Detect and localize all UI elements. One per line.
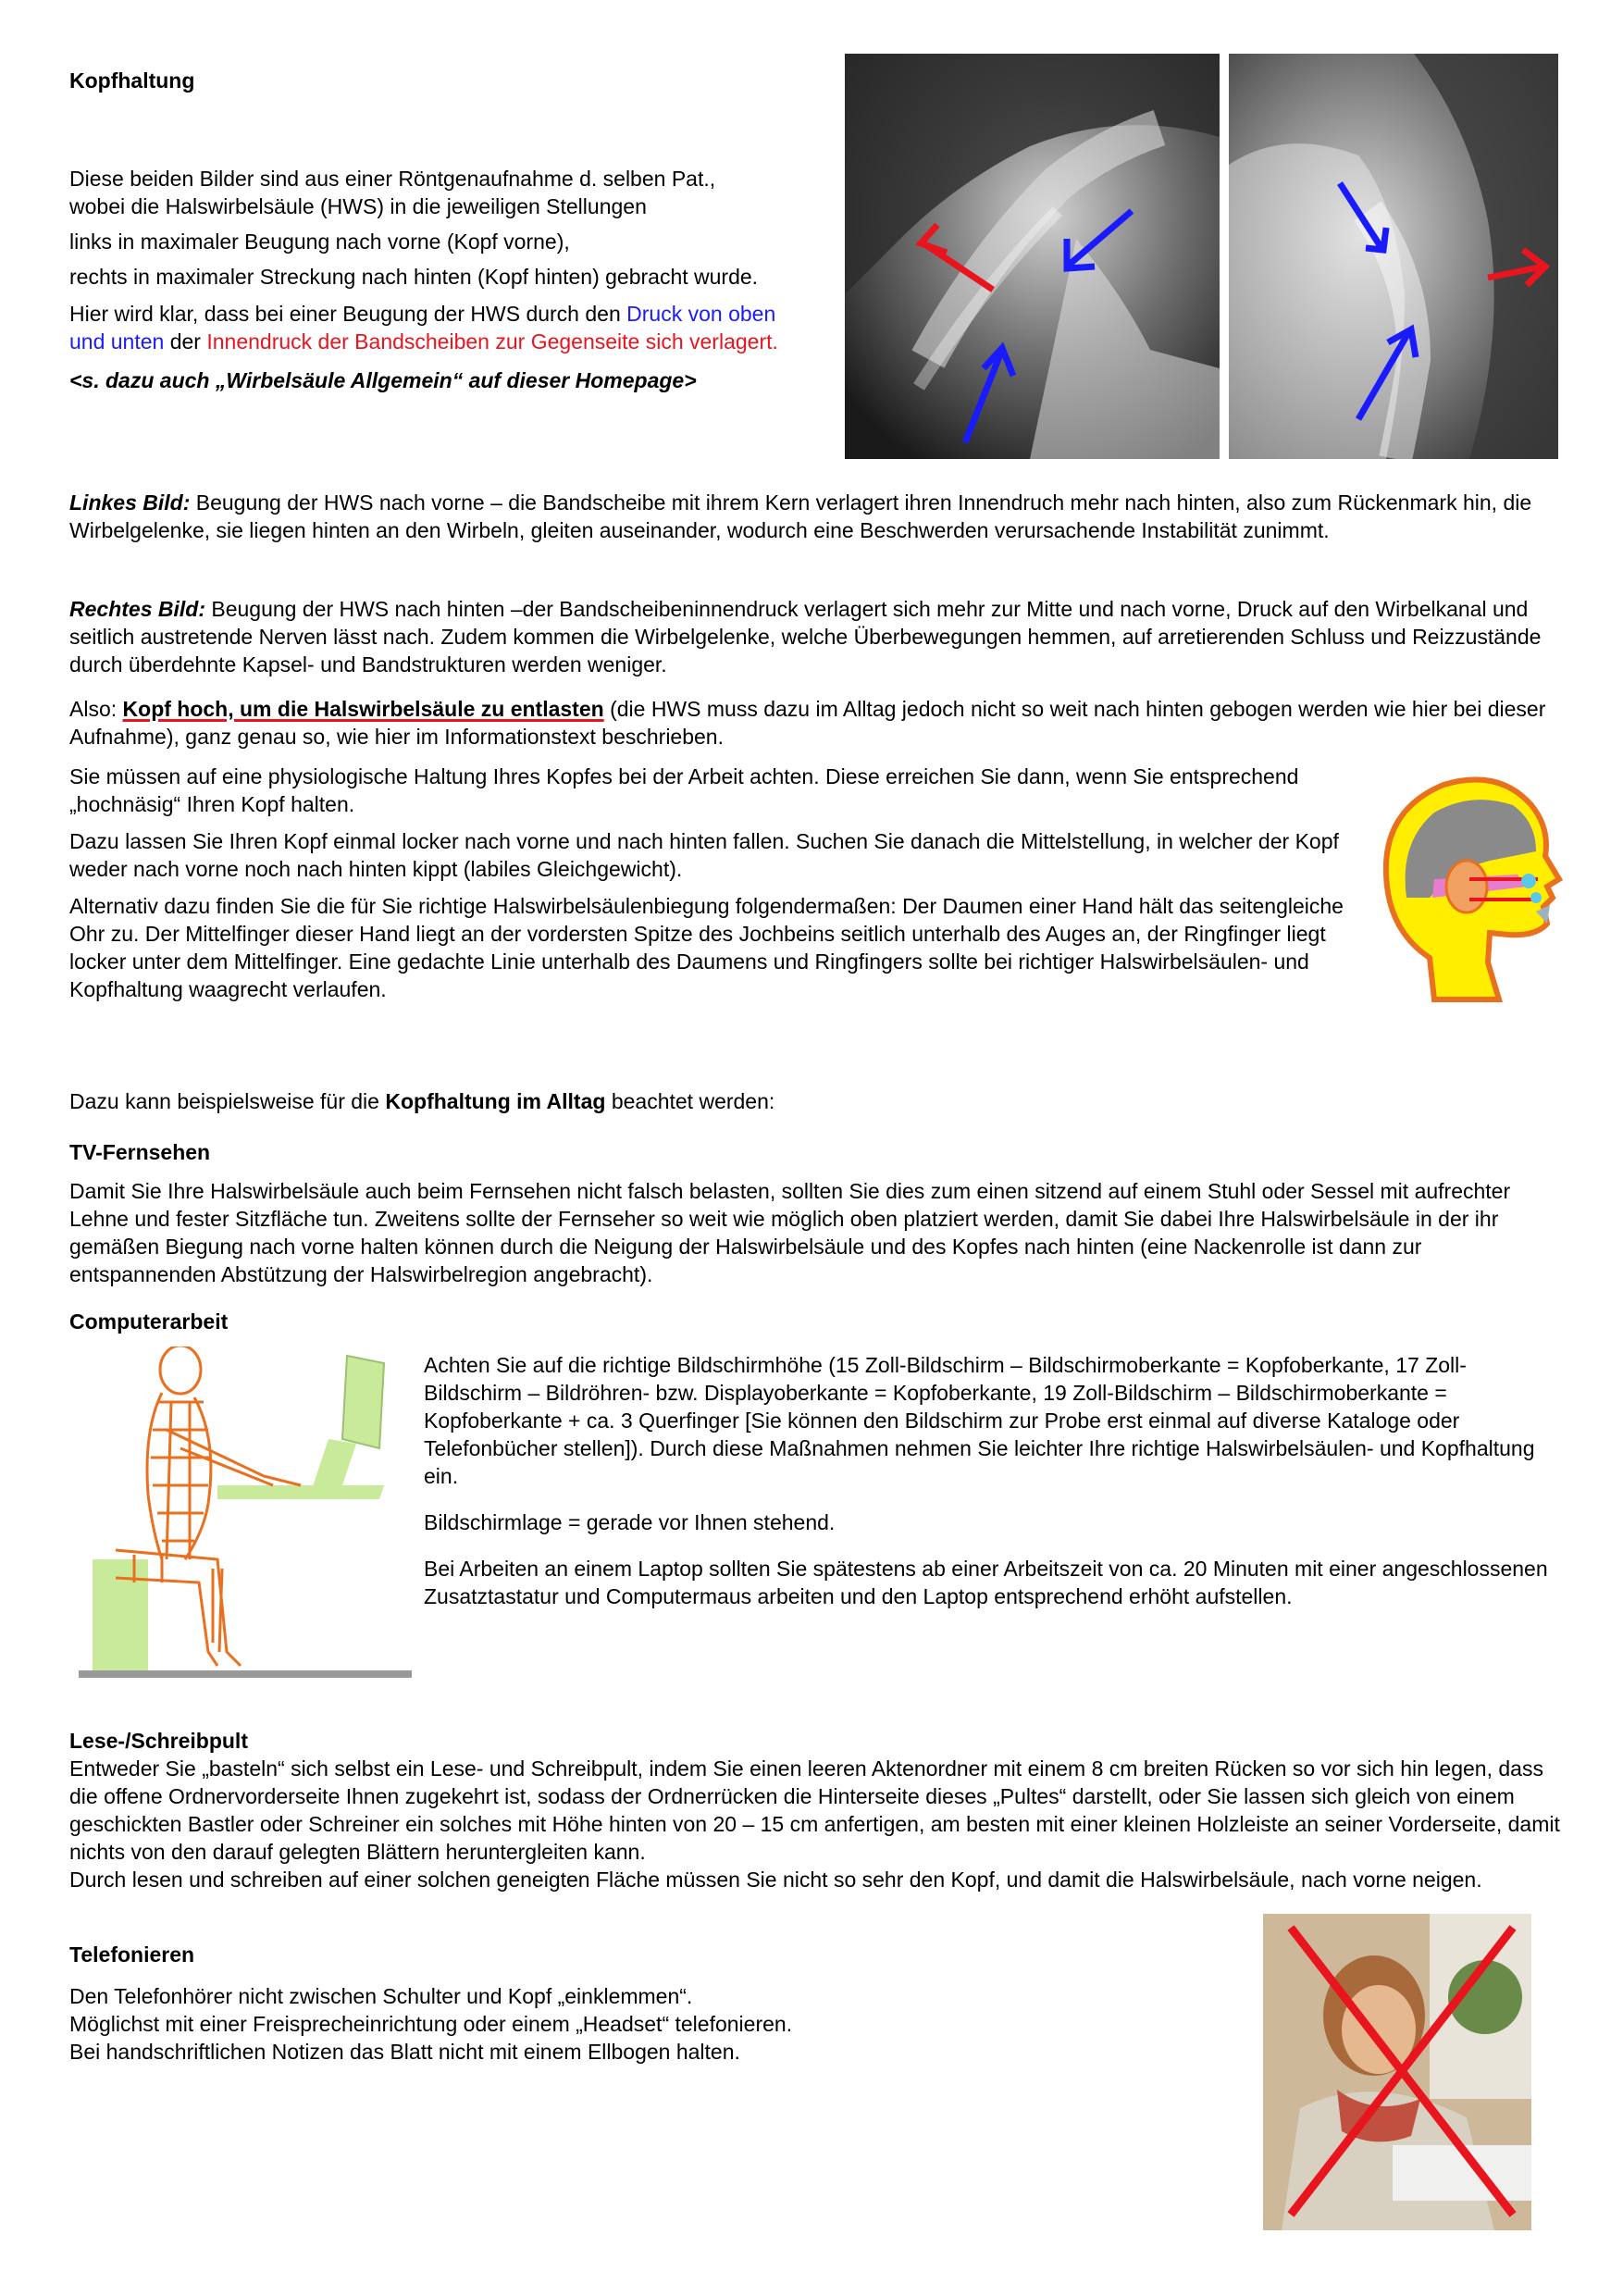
computer-text bbox=[424, 1351, 1564, 1610]
intro-text bbox=[69, 165, 828, 394]
right-image-label: Rechtes Bild: bbox=[69, 597, 205, 621]
page-title: Kopfhaltung bbox=[69, 68, 195, 93]
reading-desk-paragraph-2: Durch lesen und schreiben auf einer solchen geneigten Fläche müssen Sie nicht so sehr den Kopf, und damit die Halswirbelsäule, nach vorne neigen. bbox=[69, 1868, 1482, 1892]
intro-line-1: Diese beiden Bilder sind aus einer Röntgenaufnahme d. selben Pat., bbox=[69, 167, 716, 191]
left-image-description: Linkes Bild: Beugung der HWS nach vorne – die Bandscheibe mit ihrem Kern verlagert ihren Innendruch mehr nach hinten, also zum Rückenmark hin, die Wirbelgelenke, sie liegen hinten an den Wirbeln, gleiten auseinander, wodurch eine Beschwerden verursachende Instabilität zunimmt. bbox=[69, 490, 1532, 542]
computer-paragraph-1: Achten Sie auf die richtige Bildschirmhöhe (15 Zoll-Bildschirm – Bildschirmoberkante = Kopfoberkante, 17 Zoll-Bildschirm – Bildröhren- bzw. Displayoberkante = Kopfoberkante, 19 Zoll-Bildschirm – Bildschirmoberkante = Kopfoberkante + ca. 3 Querfinger [Sie können den Bildschirm zur Probe erst einmal auf diverse Kataloge oder Telefonbücher stellen]). Durch diese Maßnahmen nehmen Sie leichter Ihre richtige Halswirbelsäulen- und Kopfhaltung ein. bbox=[424, 1353, 1535, 1488]
xray-extension-image bbox=[1229, 54, 1558, 459]
posture-paragraph-1: Sie müssen auf eine physiologische Haltung Ihres Kopfes bei der Arbeit achten. Diese erreichen Sie dann, wenn Sie entsprechend „hochnäsig“ Ihren Kopf halten. bbox=[69, 764, 1299, 816]
phone-heading: Telefonieren bbox=[69, 1942, 195, 1967]
summary-paragraph: Also: Kopf hoch, um die Halswirbelsäule zu entlasten (die HWS muss dazu im Alltag jedoch nicht so weit nach hinten gebogen werden wie hier bei dieser Aufnahme), ganz genau so, wie hier im Informationstext beschrieben. bbox=[69, 697, 1546, 749]
key-advice: Kopf hoch, um die Halswirbelsäule zu entlasten bbox=[122, 697, 604, 721]
intro-pressure-paragraph: Hier wird klar, dass bei einer Beugung der HWS durch den Druck von oben und unten der Innendruck der Bandscheiben zur Gegenseite sich verlagert. bbox=[69, 302, 778, 354]
pressure-red-text: Innendruck der Bandscheiben zur Gegenseite sich verlagert bbox=[206, 329, 773, 354]
intro-line-4: rechts in maximaler Streckung nach hinten (Kopf hinten) gebracht wurde. bbox=[69, 265, 759, 289]
everyday-intro: Dazu kann beispielsweise für die Kopfhaltung im Alltag beachtet werden: bbox=[69, 1089, 775, 1113]
posture-paragraph-3: Alternativ dazu finden Sie die für Sie richtige Halswirbelsäulenbiegung folgendermaßen: Der Daumen einer Hand hält das seitengleiche Ohr zu. Der Mittelfinger dieser Hand liegt an der vordersten Spitze des Jochbeins seitlich unterhalb des Auges an, der Ringfinger liegt locker unter dem Mittelfinger. Eine gedachte Linie unterhalb des Daumens und Ringfingers sollte bei richtiger Halswirbelsäulen- und Kopfhaltung waagrecht verlaufen. bbox=[69, 894, 1344, 1001]
phone-line-3: Bei handschriftlichen Notizen das Blatt nicht mit einem Ellbogen halten. bbox=[69, 2040, 740, 2064]
reading-desk-paragraph-1: Entweder Sie „basteln“ sich selbst ein Lese- und Schreibpult, indem Sie einen leeren Aktenordner mit einem 8 cm breiten Rücken so vor sich hin legen, dass die offene Ordnervorderseite Ihnen zugekehrt ist, sodass der Ordnerrücken die Hinterseite dieses „Pultes“ darstellt, oder Sie lassen sich gleich von einem geschickten Bastler oder Schreiner ein solches mit Höhe hinten von 20 – 15 cm anfertigen, am besten mit einer kleinen Holzleiste an seiner Vorderseite, damit nichts von den darauf gelegten Blättern heruntergleiten kann. bbox=[69, 1756, 1560, 1864]
right-image-description: Rechtes Bild: Beugung der HWS nach hinten –der Bandscheibeninnendruck verlagert sich mehr zur Mitte und nach vorne, Druck auf den Wirbelkanal und seitlich austretende Nerven lässt nach. Zudem kommen die Wirbelgelenke, welche Überbewegungen hemmen, auf arretierenden Schluss und Reizzustände durch überdehnte Kapsel- und Bandstrukturen werden weniger. bbox=[69, 597, 1542, 676]
xray-flexion-image bbox=[845, 54, 1220, 459]
posture-paragraph-2: Dazu lassen Sie Ihren Kopf einmal locker nach vorne und nach hinten fallen. Suchen Sie danach die Mittelstellung, in welcher der Kopf weder nach vorne noch nach hinten kippt (labiles Gleichgewicht). bbox=[69, 829, 1339, 881]
posture-instructions bbox=[69, 763, 1356, 1003]
workstation-illustration bbox=[79, 1347, 412, 1689]
computer-paragraph-3: Bei Arbeiten an einem Laptop sollten Sie spätestens ab einer Arbeitszeit von ca. 20 Minuten mit einer angeschlossenen Zusatztastatur und Computermaus arbeiten und den Laptop entsprechend erhöht aufstellen. bbox=[424, 1557, 1548, 1608]
computer-heading: Computerarbeit bbox=[69, 1309, 229, 1334]
reading-desk-heading: Lese-/Schreibpult bbox=[69, 1729, 248, 1753]
reading-desk-text bbox=[69, 1755, 1564, 1893]
intro-line-3: links in maximaler Beugung nach vorne (Kopf vorne), bbox=[69, 230, 570, 254]
phone-line-1: Den Telefonhörer nicht zwischen Schulter und Kopf „einklemmen“. bbox=[69, 1984, 693, 2008]
left-image-label: Linkes Bild: bbox=[69, 490, 191, 515]
tv-heading: TV-Fernsehen bbox=[69, 1140, 211, 1164]
computer-paragraph-2: Bildschirmlage = gerade vor Ihnen stehend. bbox=[424, 1510, 836, 1534]
pressure-blue-text: Druck von oben und unten bbox=[69, 302, 776, 354]
head-illustration bbox=[1379, 768, 1564, 1009]
wrong-phone-posture-photo bbox=[1263, 1914, 1531, 2230]
phone-line-2: Möglichst mit einer Freisprecheinrichtung oder einem „Headset“ telefonieren. bbox=[69, 2012, 793, 2036]
tv-text: Damit Sie Ihre Halswirbelsäule auch beim Fernsehen nicht falsch belasten, sollten Sie dies zum einen sitzend auf einem Stuhl oder Sessel mit aufrechter Lehne und fester Sitzfläche tun. Zweitens sollte der Fernseher so weit wie möglich oben platziert werden, damit Sie dabei Ihre Halswirbelsäule in der ihr gemäßen Biegung nach vorne halten können durch die Neigung der Halswirbelsäule und des Kopfes nach hinten (eine Nackenrolle ist dann zur entspannenden Abstützung der Halswirbelregion angebracht). bbox=[69, 1179, 1511, 1286]
phone-text bbox=[69, 1982, 1226, 2066]
homepage-reference: <s. dazu auch „Wirbelsäule Allgemein“ auf dieser Homepage> bbox=[69, 368, 697, 392]
intro-line-2: wobei die Halswirbelsäule (HWS) in die jeweiligen Stellungen bbox=[69, 194, 647, 218]
